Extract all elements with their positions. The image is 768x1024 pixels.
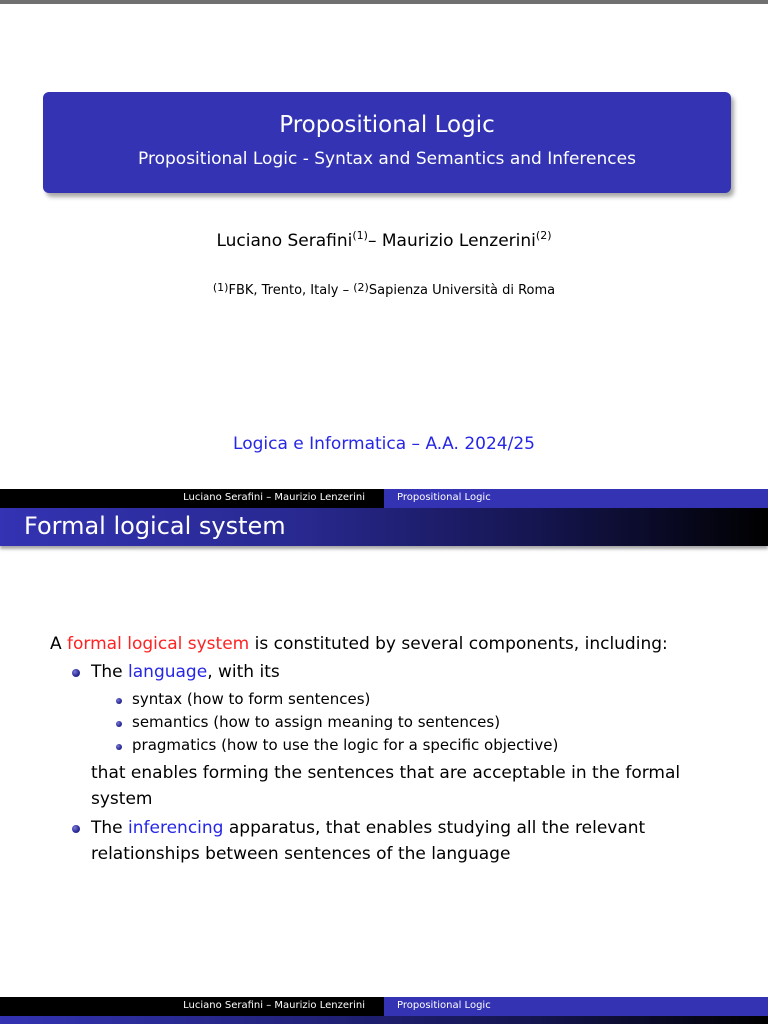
author-1: Luciano Serafini (216, 231, 353, 251)
footer-authors-panel (0, 997, 384, 1016)
affil-2-mark: (2) (353, 281, 369, 294)
frame-title-bar (0, 508, 768, 546)
author-2-mark: (2) (535, 229, 552, 242)
presentation-title: Propositional Logic (279, 112, 495, 138)
affil-1: FBK, Trento, Italy – (228, 283, 354, 298)
page-top-border (0, 0, 768, 4)
item-inferencing-continuation: relationships between sentences of the language (91, 844, 511, 864)
slide-footer (0, 997, 768, 1016)
item-language (91, 662, 280, 682)
item-language-prefix: The (91, 662, 129, 682)
course-info: Logica e Informatica – A.A. 2024/25 (233, 434, 535, 454)
author-1-mark: (1) (352, 229, 368, 242)
sub-bullet-icon (116, 744, 122, 750)
bullet-icon (72, 825, 80, 833)
item-language-continuation-2: system (91, 789, 153, 809)
item-inferencing-suffix: apparatus, that enables studying all the relevant (223, 818, 646, 838)
footer-authors-panel (0, 489, 384, 508)
item-language-highlight: language (128, 662, 208, 682)
affil-1-mark: (1) (212, 281, 229, 294)
sub-item: syntax (how to form sentences) (132, 690, 371, 708)
author-line (0, 231, 768, 251)
presentation-subtitle: Propositional Logic - Syntax and Semantics and Inferences (138, 149, 636, 169)
next-frame-title-bar (0, 1016, 768, 1024)
footer-title: Propositional Logic (397, 492, 491, 503)
author-2: – Maurizio Lenzerini (367, 231, 536, 251)
footer-authors: Luciano Serafini – Maurizio Lenzerini (183, 492, 365, 503)
title-block (43, 92, 731, 193)
item-inferencing (91, 818, 645, 838)
item-language-continuation-1: that enables forming the sentences that are acceptable in the formal (91, 763, 681, 783)
slide-footer (0, 489, 768, 508)
footer-authors: Luciano Serafini – Maurizio Lenzerini (183, 1000, 365, 1011)
intro-prefix: A (50, 634, 68, 654)
sub-item: pragmatics (how to use the logic for a specific objective) (132, 736, 559, 754)
intro-highlight: formal logical system (67, 634, 250, 654)
affil-2: Sapienza Università di Roma (368, 283, 556, 298)
intro-suffix: is constituted by several components, including: (249, 634, 668, 654)
footer-title: Propositional Logic (397, 1000, 491, 1011)
sub-bullet-icon (116, 698, 122, 704)
bullet-icon (72, 669, 80, 677)
sub-item: semantics (how to assign meaning to sentences) (132, 713, 501, 731)
intro-text (50, 634, 668, 654)
footer-title-panel (384, 489, 768, 508)
frame-title: Formal logical system (24, 512, 286, 540)
affiliation-line (0, 283, 768, 298)
item-language-suffix: , with its (207, 662, 280, 682)
item-inferencing-highlight: inferencing (128, 818, 224, 838)
footer-title-panel (384, 997, 768, 1016)
item-inferencing-prefix: The (91, 818, 129, 838)
sub-bullet-icon (116, 721, 122, 727)
